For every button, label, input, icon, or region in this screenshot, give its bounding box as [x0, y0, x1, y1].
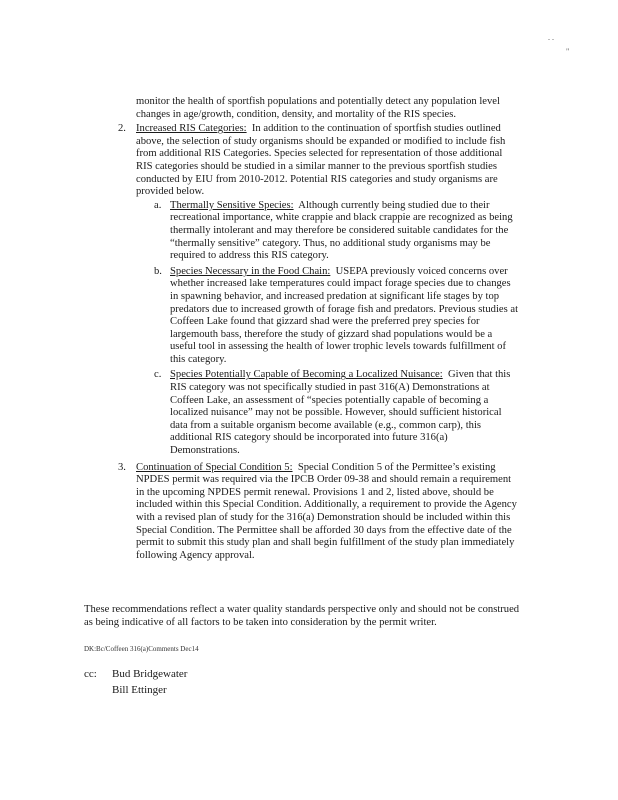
recommendations-body [84, 96, 520, 566]
subitem-text: USEPA previously voiced concerns over whether increased lake temperatures could impact forage species due to changes in spawning behavior, and increased predation at significant life stages by top predators due to increased growth of forage fish and predators. Previous studies at Coffeen Lake found that gizzard shad were the preferred prey species for largemouth bass, therefore the study of gizzard shad populations would be a useful tool in assessing the health of lower trophic levels towards fulfillment of this category. [170, 265, 519, 365]
subitem-letter: c. [154, 369, 162, 381]
subitem-text: Although currently being studied due to their recreational importance, white crappie and black crappie are recognized as being thermally intolerant and may therefore be considered suitable candidates for the “thermally sensitive” category. Thus, no additional study organisms may be required to address this RIS category. [170, 199, 513, 262]
scan-mark: " [566, 47, 570, 56]
file-reference: DK:Bc/Coffeen 316(a)Comments Dec14 [84, 645, 199, 653]
item-text: In addition to the continuation of sportfish studies outlined above, the selection of study organisms should be expanded or modified to include fish from additional RIS Categories. Species selected for representation of those additional RIS categories should be studied in a similar manner to the previous sportfish studies conducted by EIU from 2010-2012. Potential RIS categories and study organisms are provided below. [136, 123, 506, 198]
scan-mark: . . [548, 33, 554, 42]
continuation-paragraph: monitor the health of sportfish populations and potentially detect any population level changes in age/growth, condition, density, and mortality of the RIS species. [136, 96, 500, 120]
subitem-title: Thermally Sensitive Species: [170, 199, 294, 211]
subitem-c [136, 369, 520, 457]
subitem-title: Species Potentially Capable of Becoming a Localized Nuisance: [170, 369, 443, 381]
item-title: Continuation of Special Condition 5: [136, 461, 293, 473]
cc-label: cc: [84, 668, 97, 680]
item-text: Special Condition 5 of the Permittee’s existing NPDES permit was required via the IPCB Order 09-38 and should remain a requirement in the upcoming NPDES permit renewal. Provisions 1 and 2, listed above, should be included within this Special Condition. Additionally, a requirement to provide the Agency with a revised plan of study for the 316(a) Demonstration should be included within this Special Condition. The Permittee shall be afforded 30 days from the effective date of the permit to submit this study plan and shall begin fulfillment of the study plan immediately following Agency approval. [136, 461, 517, 561]
item-title: Increased RIS Categories: [136, 123, 247, 135]
cc-recipient: Bud Bridgewater [112, 668, 188, 680]
item-number: 3. [118, 461, 126, 473]
recommendation-item-2 [84, 123, 520, 457]
subitem-title: Species Necessary in the Food Chain: [170, 265, 331, 277]
subitem-a [136, 200, 520, 263]
subitem-b [136, 266, 520, 367]
cc-recipient-list [112, 666, 187, 698]
recommendation-item-3 [84, 462, 520, 563]
item-number: 2. [118, 123, 126, 135]
subitem-letter: b. [154, 265, 162, 277]
closing-paragraph: These recommendations reflect a water quality standards perspective only and should not be construed as being indicative of all factors to be taken into consideration by the permit writer. [84, 604, 520, 628]
subitem-text: Given that this RIS category was not specifically studied in past 316(A) Demonstrations at Coffeen Lake, an assessment of “species potentially capable of becoming a localized nuisance” may not be possible. However, should sufficient historical data from a suitable organism become available (e.g., common carp), this additional RIS category should be incorporated into future 316(a) Demonstrations. [170, 369, 511, 457]
cc-recipient: Bill Ettinger [112, 684, 167, 696]
subitem-letter: a. [154, 199, 162, 211]
